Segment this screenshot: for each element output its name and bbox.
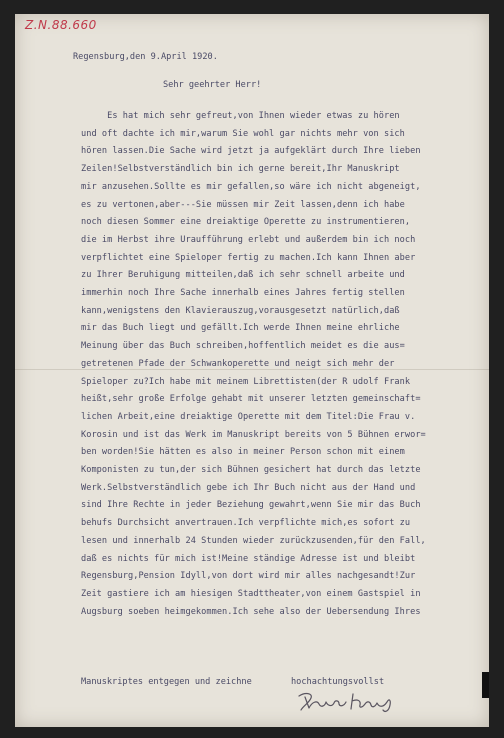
body-line: heißt,sehr große Erfolge gehabt mit unserer letzten gemeinschaft= [81, 394, 421, 405]
body-line: die im Herbst ihre Uraufführung erlebt und außerdem bin ich noch [81, 234, 416, 245]
body-line: behufs Durchsicht anvertrauen.Ich verpflichte mich,es sofort zu [81, 518, 411, 529]
body-line: mir das Buch liegt und gefällt.Ich werde Ihnen meine ehrliche [81, 323, 400, 334]
body-line: Zeit gastiere ich am hiesigen Stadttheater,von einem Gastspiel in [81, 588, 421, 599]
body-line: noch diesen Sommer eine dreiaktige Operette zu instrumentieren, [81, 217, 411, 228]
letter-sheet [15, 14, 489, 727]
salutation: Sehr geehrter Herr! [163, 80, 262, 90]
body-line: Komponisten zu tun,der sich Bühnen gesichert hat durch das letzte [81, 465, 421, 476]
body-line: Regensburg,Pension Idyll,von dort wird mir alles nachgesandt!Zur [81, 571, 416, 582]
body-line: mir anzusehen.Sollte es mir gefallen,so wäre ich nicht abgeneigt, [81, 181, 421, 192]
body-line: immerhin noch Ihre Sache innerhalb eines Jahres fertig stellen [81, 288, 405, 299]
staple-mark [482, 672, 489, 698]
body-line: Werk.Selbstverständlich gebe ich Ihr Buch nicht aus der Hand und [81, 482, 416, 493]
body-line: lichen Arbeit,eine dreiaktige Operette mit dem Titel:Die Frau v. [81, 411, 416, 422]
body-line: daß es nichts für mich ist!Meine ständige Adresse ist und bleibt [81, 553, 416, 564]
body-line: und oft dachte ich mir,warum Sie wohl gar nichts mehr von sich [81, 128, 405, 139]
body-line: zu Ihrer Beruhigung mitteilen,daß ich sehr schnell arbeite und [81, 270, 405, 281]
body-line: es zu vertonen,aber---Sie müssen mir Zeit lassen,denn ich habe [81, 199, 405, 210]
body-line: lesen und innerhalb 24 Stunden wieder zurückzusenden,für den Fall, [81, 535, 426, 546]
body-line: Es hat mich sehr gefreut,von Ihnen wieder etwas zu hören [81, 111, 400, 121]
handwritten-signature [295, 688, 405, 714]
body-line: hören lassen.Die Sache wird jetzt ja aufgeklärt durch Ihre lieben [81, 146, 421, 157]
dateline: Regensburg,den 9.April 1920. [73, 52, 218, 62]
body-line: verpflichtet eine Spieloper fertig zu machen.Ich kann Ihnen aber [81, 252, 416, 263]
body-line: sind Ihre Rechte in jeder Beziehung gewahrt,wenn Sie mir das Buch [81, 500, 421, 511]
body-line: getretenen Pfade der Schwankoperette und neigt sich mehr der [81, 358, 395, 369]
body-line: kann,wenigstens den Klavierauszug,vorausgesetzt natürlich,daß [81, 305, 400, 316]
body-line: Zeilen!Selbstverständlich bin ich gerne bereit,Ihr Manuskript [81, 164, 400, 175]
body-line: ben worden!Sie hätten es also in meiner Person schon mit einem [81, 447, 405, 458]
body-line-final: Manuskriptes entgegen und zeichne [81, 677, 252, 687]
closing-formula: hochachtungsvollst [291, 677, 385, 687]
body-line: Meinung über das Buch schreiben,hoffentlich meidet es die aus= [81, 341, 405, 352]
body-line: Spieloper zu?Ich habe mit meinem Librettisten(der R udolf Frank [81, 376, 411, 387]
letter-body [81, 108, 481, 621]
body-line: Augsburg soeben heimgekommen.Ich sehe also der Uebersendung Ihres [81, 606, 421, 617]
archive-number: Z.N.88.660 [25, 18, 97, 32]
body-line: Korosin und ist das Werk im Manuskript bereits von 5 Bühnen erwor= [81, 429, 426, 440]
